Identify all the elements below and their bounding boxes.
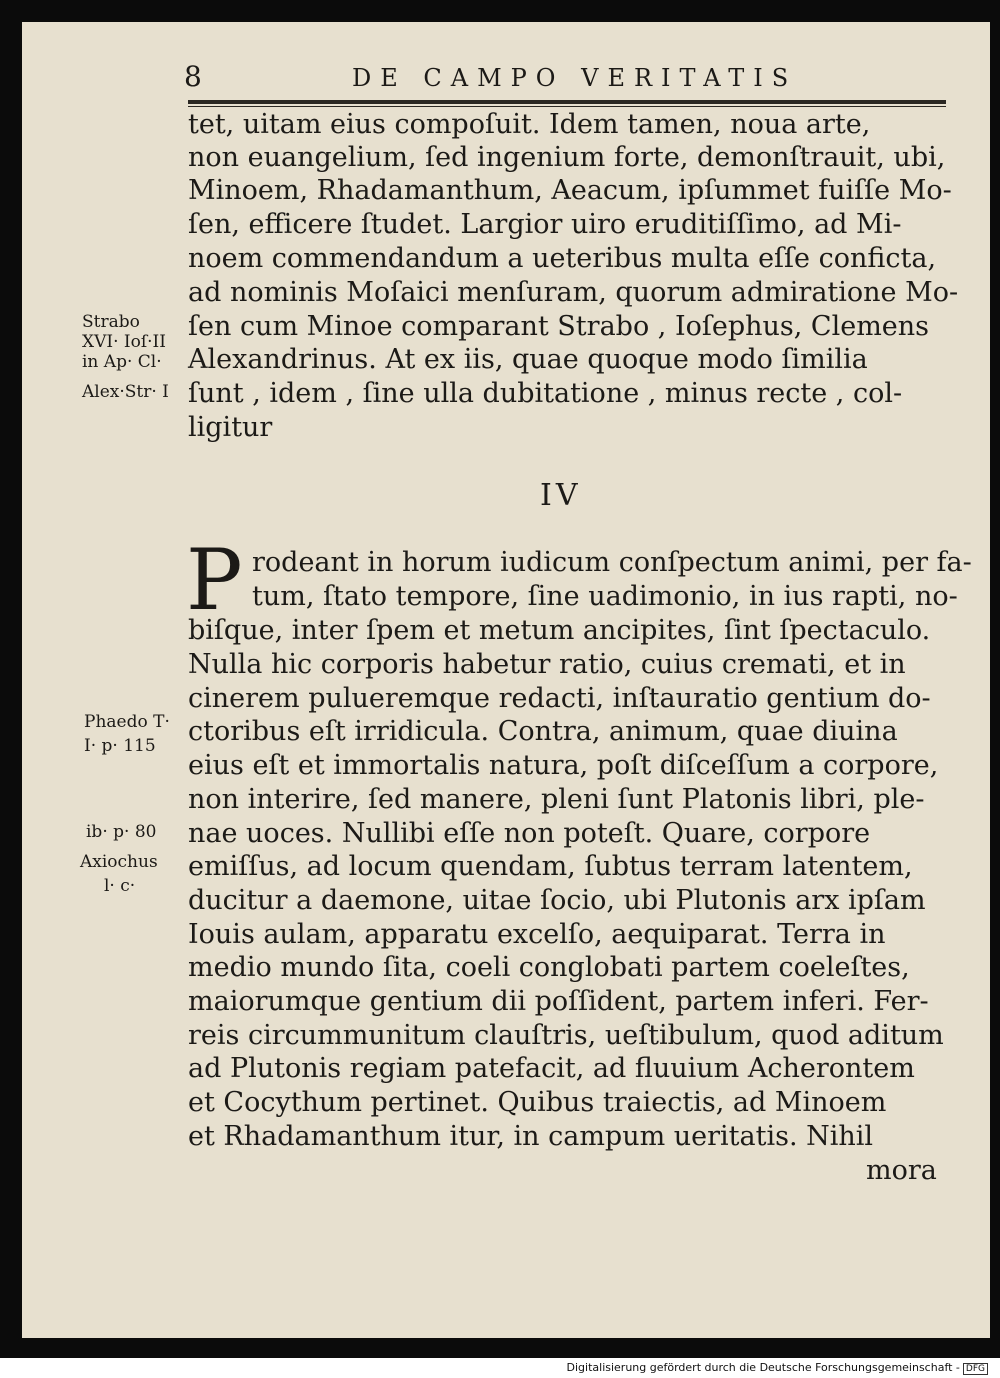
text-line: ſen cum Minoe comparant Strabo , Ioſephus, Clemens <box>188 311 930 342</box>
text-line: Iouis aulam, apparatu excelſo, aequiparat. Terra in <box>188 919 886 950</box>
text-line: non interire, ſed manere, pleni ſunt Platonis libri, ple- <box>188 784 925 815</box>
catchword: mora <box>866 1155 937 1186</box>
drop-cap: P <box>186 531 243 629</box>
text-line: ducitur a daemone, uitae ſocio, ubi Plutonis arx ipſam <box>188 885 926 916</box>
text-line: ligitur <box>188 412 273 443</box>
text-line: Minoem, Rhadamanthum, Aeacum, ipſummet fuiſſe Mo- <box>188 175 952 206</box>
margin-note: Axiochus <box>80 852 158 872</box>
text-line: biſque, inter ſpem et metum ancipites, ſint ſpectaculo. <box>188 615 931 646</box>
text-line: maiorumque gentium dii poſſident, partem inferi. Fer- <box>188 986 929 1017</box>
text-line: Alexandrinus. At ex iis, quae quoque modo ſimilia <box>188 344 868 375</box>
margin-note: Strabo <box>82 312 140 332</box>
running-head: DE CAMPO VERITATIS <box>352 64 798 92</box>
dfg-logo: DFG <box>963 1363 988 1375</box>
text-line: ſen, efficere ſtudet. Largior uiro eruditiſſimo, ad Mi- <box>188 209 902 240</box>
text-line: noem commendandum a ueteribus multa eſſe conficta, <box>188 243 937 274</box>
text-line: cinerem pulueremque redacti, inſtauratio gentium do- <box>188 683 931 714</box>
text-line: Nulla hic corporis habetur ratio, cuius cremati, et in <box>188 649 906 680</box>
footer-text: Digitalisierung gefördert durch die Deutsche Forschungsgemeinschaft - <box>566 1361 960 1374</box>
text-line: tum, ſtato tempore, ſine uadimonio, in ius rapti, no- <box>252 581 958 612</box>
text-line: ctoribus eſt irridicula. Contra, animum, quae diuina <box>188 716 898 747</box>
text-line: ad nominis Moſaici menſuram, quorum admiratione Mo- <box>188 277 959 308</box>
text-line: ad Plutonis regiam patefacit, ad fluuium Acherontem <box>188 1053 915 1084</box>
text-line: eius eſt et immortalis natura, poſt diſceſſum a corpore, <box>188 750 939 781</box>
text-line: rodeant in horum iudicum conſpectum animi, per fa- <box>252 547 972 578</box>
text-line: ſunt , idem , ſine ulla dubitatione , minus recte , col- <box>188 378 903 409</box>
section-number: IV <box>540 478 582 513</box>
text-line: non euangelium, ſed ingenium forte, demonſtrauit, ubi, <box>188 142 946 173</box>
margin-note: XVI· Ioſ·II <box>82 332 166 352</box>
text-line: emiſſus, ad locum quendam, ſubtus terram latentem, <box>188 851 913 882</box>
header-rule-thin <box>188 106 946 107</box>
margin-note: l· c· <box>104 876 136 896</box>
margin-note: ib· p· 80 <box>86 822 157 842</box>
margin-note: Phaedo T· <box>84 712 170 732</box>
text-line: reis circummunitum clauſtris, ueſtibulum, quod aditum <box>188 1020 944 1051</box>
text-line: et Rhadamanthum itur, in campum ueritatis. Nihil <box>188 1121 874 1152</box>
text-line: et Cocythum pertinet. Quibus traiectis, ad Minoem <box>188 1087 887 1118</box>
margin-note: I· p· 115 <box>84 736 156 756</box>
margin-note: in Ap· Cl· <box>82 352 162 372</box>
page-number: 8 <box>184 60 202 93</box>
margin-note: Alex·Str· I <box>82 382 169 402</box>
text-line: nae uoces. Nullibi eſſe non poteſt. Quare, corpore <box>188 818 871 849</box>
text-line: tet, uitam eius compoſuit. Idem tamen, noua arte, <box>188 109 871 140</box>
header-rule <box>188 100 946 104</box>
text-line: medio mundo ſita, coeli conglobati partem coeleſtes, <box>188 952 910 983</box>
digitization-credit <box>567 1361 988 1375</box>
